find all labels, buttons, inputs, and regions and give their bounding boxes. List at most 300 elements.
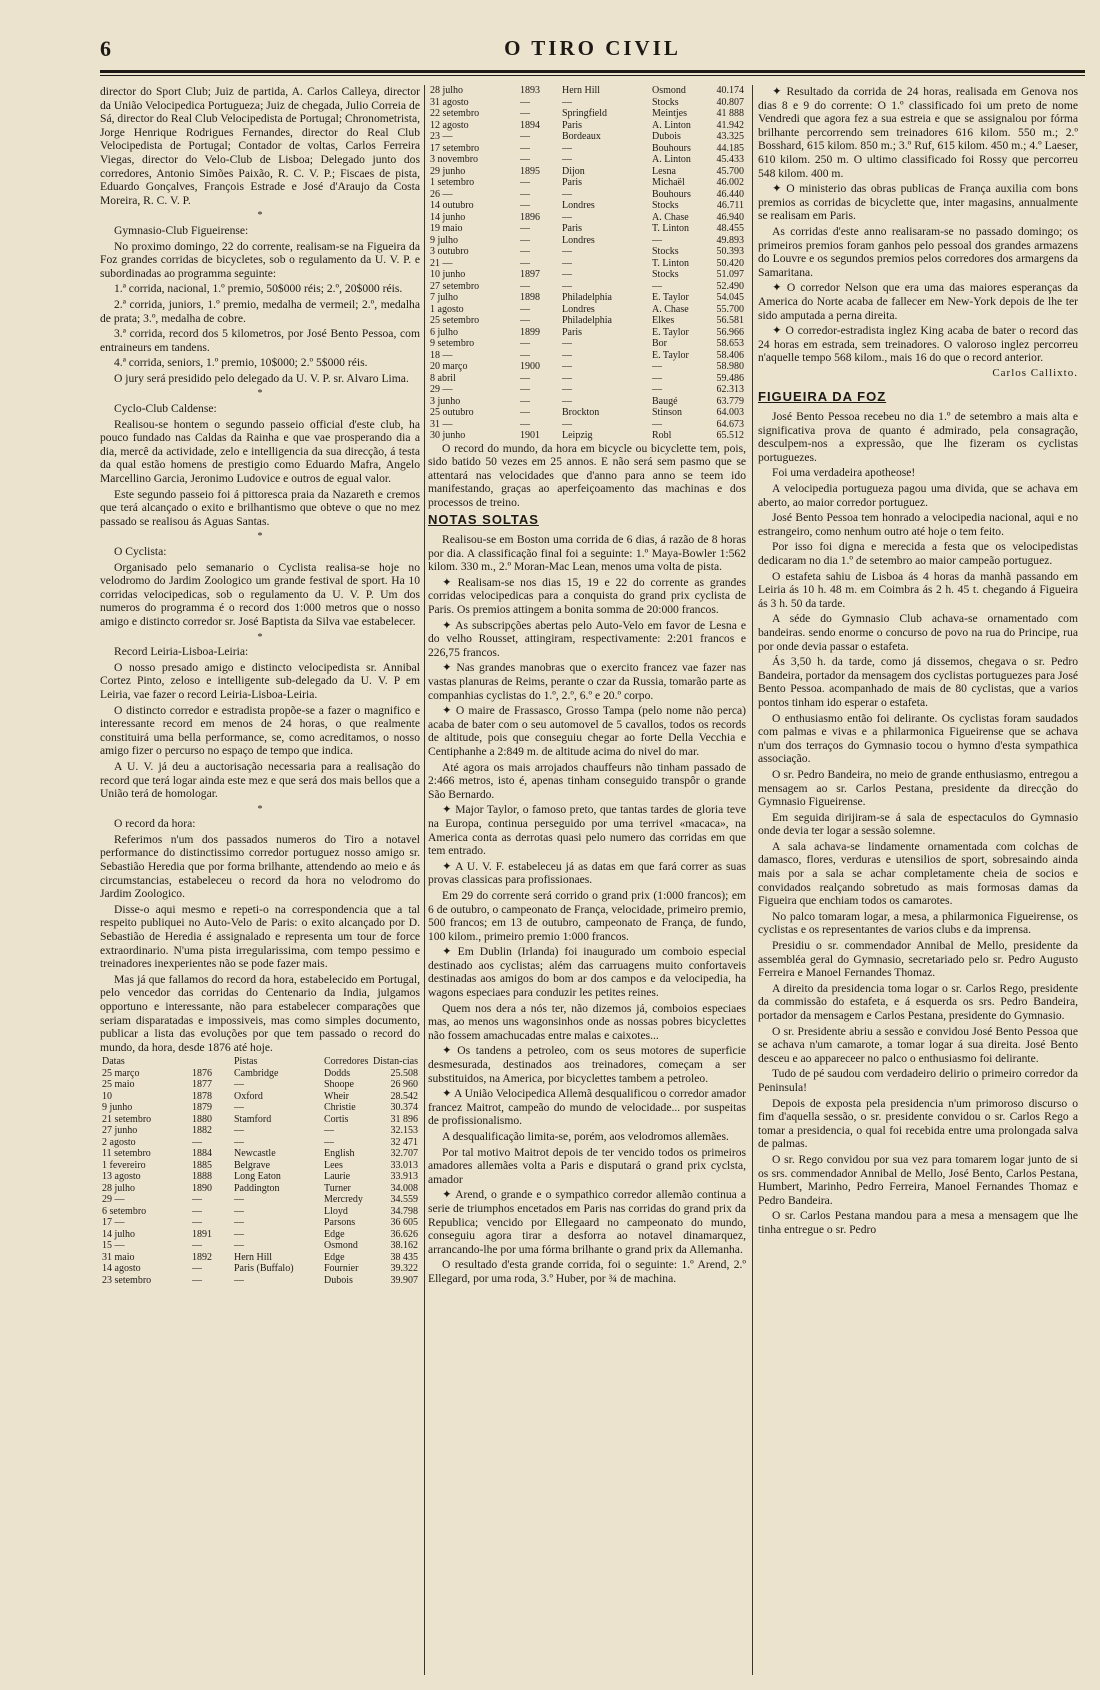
cell-date: 9 julho xyxy=(430,234,459,246)
paragraph: Referimos n'um dos passados numeros do Tiro a notavel performance do distinctissimo corredor portuguez nosso amigo sr. Sebastião Heredia que por forma brilhante, attendendo ao meio e ás circumstancias, estabeleceu o record da hora no velodromo do Jardim Zoologico. xyxy=(100,832,420,901)
cell-date: 14 julho xyxy=(102,1228,136,1240)
cell-track: — xyxy=(562,269,572,280)
cell-year: — xyxy=(192,1194,202,1206)
cell-date: 10 xyxy=(102,1090,112,1102)
table-row xyxy=(428,396,746,408)
cell-rider: Wheir xyxy=(324,1090,349,1102)
cell-rider: Lees xyxy=(324,1159,343,1171)
paragraph: Mas já que fallamos do record da hora, estabelecido em Portugal, pelo vencedor das corridas do Centenario da India, julgamos opportuno e interessante, não para estabelecer comparações que seriam disparatadas e impossiveis, mas como simples documento, publicar a lista das evoluções por que tem passado o record do mundo, da hora, desde 1876 até hoje. xyxy=(100,972,420,1054)
cell-rider: Edge xyxy=(324,1251,345,1263)
table-row xyxy=(428,327,746,339)
cell-distance: 46.711 xyxy=(716,200,744,211)
cell-distance: 50.393 xyxy=(716,246,744,257)
cell-year: — xyxy=(520,280,530,292)
cell-track: Paddington xyxy=(234,1182,280,1194)
cell-date: 14 junho xyxy=(430,211,466,223)
cell-year: — xyxy=(520,142,530,154)
cell-rider: Dubois xyxy=(324,1274,353,1286)
cell-date: 1 agosto xyxy=(430,303,464,315)
cell-rider: Elkes xyxy=(652,315,675,326)
cell-track: — xyxy=(234,1205,244,1217)
cell-date: 29 — xyxy=(430,384,453,395)
cell-track: — xyxy=(562,349,572,361)
cell-year: 1899 xyxy=(520,326,540,338)
cell-track: Leipzig xyxy=(562,430,593,441)
table-row xyxy=(100,1068,420,1080)
cell-distance: 33.913 xyxy=(390,1171,418,1183)
cell-year: 1898 xyxy=(520,292,540,303)
column-middle xyxy=(428,85,746,1670)
cell-rider: Parsons xyxy=(324,1217,356,1229)
cell-distance: 26 960 xyxy=(390,1079,418,1091)
paragraph: Disse-o aqui mesmo e repeti-o na correspondencia que a tal respeito publiquei no Auto-Velo de Paris: o exito alcançado por D. Sebastião de Heredia é assignalado e representa um tour de force extraordinario. N'uma pista irregularissima, com tempo pessimo e treinadores inexperientes não se pode fazer mais. xyxy=(100,902,420,971)
cell-year: 1882 xyxy=(192,1125,212,1137)
cell-year: — xyxy=(520,246,530,257)
cell-year: — xyxy=(520,234,530,246)
cell-date: 31 maio xyxy=(102,1251,135,1263)
paragraph: O nosso presado amigo e distincto velocipedista sr. Annibal Cortez Pinto, zeloso e intelligente sub-delegado da U. V. P em Leiria, vae fazer o record Leiria-Lisboa-Leiria. xyxy=(100,660,420,701)
table-body xyxy=(100,1068,420,1287)
cell-rider: English xyxy=(324,1148,355,1160)
cell-track: — xyxy=(562,246,572,257)
cell-track: Paris xyxy=(562,223,582,234)
paragraph: Organisado pelo semanario o Cyclista realisa-se hoje no velodromo do Jardim Zoologico um grande festival de sport. Ha 10 corridas velocipedicas, sob o regulamento da U. V. P. Um dos numeros do programma é o record dos 1:000 metros que o nosso amigo e distincto corredor sr. José Baptista da Silva vae estabelecer. xyxy=(100,560,420,628)
cell-track: Hern Hill xyxy=(234,1251,273,1263)
table-row xyxy=(100,1171,420,1183)
cell-year: 1894 xyxy=(520,119,540,131)
cell-year: — xyxy=(192,1240,202,1252)
cell-distance: 58.406 xyxy=(716,349,744,361)
paragraph: Realisou-se em Boston uma corrida de 6 dias, á razão de 8 horas por dia. A classificação final foi a seguinte: 1.º Maya-Bowler 1:562 kilom. 330 m., 2.º Moran-Mac Lean, menos uma volta de pista. xyxy=(428,533,746,574)
paragraph: José Bento Pessoa tem honrado a velocipedia nacional, aqui e no estrangeiro, como nenhum outro até hoje o tem feito. xyxy=(758,511,1078,538)
table-row xyxy=(100,1206,420,1218)
cell-track: — xyxy=(234,1217,244,1229)
cell-track: — xyxy=(562,418,572,430)
cell-rider: Shoope xyxy=(324,1079,354,1091)
cell-track: Paris (Buffalo) xyxy=(234,1263,294,1275)
table-row xyxy=(100,1114,420,1126)
cell-year: 1888 xyxy=(192,1171,212,1183)
cell-year: — xyxy=(520,418,530,430)
cell-track: — xyxy=(562,257,572,269)
cell-distance: 45.433 xyxy=(716,154,744,165)
cell-track: Paris xyxy=(562,177,582,188)
cell-date: 9 junho xyxy=(102,1102,133,1114)
table-row xyxy=(428,361,746,373)
cell-year: — xyxy=(520,315,530,326)
table-row xyxy=(428,281,746,293)
cell-rider: Lloyd xyxy=(324,1205,348,1217)
column-header: Datas xyxy=(102,1056,125,1068)
cell-distance: 56.966 xyxy=(716,326,744,338)
cell-date: 2 agosto xyxy=(102,1136,136,1148)
column-header: Corredores xyxy=(324,1056,369,1068)
paragraph: Este segundo passeio foi á pittoresca praia da Nazareth e cremos que terá alcançado o exito e brilhantismo que obteve o que no mez passado se realisou ás Aguas Santas. xyxy=(100,487,420,528)
section-heading: Gymnasio-Club Figueirense: xyxy=(114,223,249,237)
cell-rider: — xyxy=(652,234,662,246)
cell-rider: Meintjes xyxy=(652,108,687,119)
cell-rider: A. Linton xyxy=(652,154,691,165)
cell-rider: Stinson xyxy=(652,407,683,418)
table-row xyxy=(428,407,746,419)
cell-track: — xyxy=(234,1125,244,1137)
separator-star: * xyxy=(257,388,263,400)
paragraph: O sr. Pedro Bandeira, no meio de grande enthusiasmo, entregou a mensagem ao sr. Carlos Pestana, presidente da direcção do Gymnasio Figueirense. xyxy=(758,767,1078,809)
cell-track: Springfield xyxy=(562,108,607,119)
table-row xyxy=(428,131,746,143)
cell-date: 3 outubro xyxy=(430,246,469,257)
cell-date: 26 — xyxy=(430,188,453,200)
section-title: FIGUEIRA DA FOZ xyxy=(758,389,887,405)
cell-distance: 30.374 xyxy=(390,1102,418,1114)
cell-track: Dijon xyxy=(562,165,585,177)
cell-track: Belgrave xyxy=(234,1159,271,1171)
cell-track: — xyxy=(562,96,572,108)
cell-distance: 64.003 xyxy=(716,407,744,418)
cell-distance: 58.980 xyxy=(716,361,744,372)
cell-distance: 64.673 xyxy=(716,418,744,430)
separator-star: * xyxy=(257,531,263,543)
cell-track: Londres xyxy=(562,200,595,211)
paragraph: Em 29 do corrente será corrido o grand prix (1:000 francos); em 6 de outubro, o campeonato de França, velocidade, primeiro premio, 500 francos; em 13 de outubro, campeonato de França, de fundo, 100 kilom., primeiro premio 1:000 francos. xyxy=(428,888,746,943)
cell-year: 1885 xyxy=(192,1159,212,1171)
cell-track: — xyxy=(562,188,572,200)
paragraph: director do Sport Club; Juiz de partida, A. Carlos Calleya, director da União Velocipedica Portugueza; Juiz de chegada, Julio Correia de Sá, director do Real Club Velocipedista de Portugal; Chronometrista, Jorge Henrique Rodrigues Fernandes, director do Real Club Velocipedista de Portugal; Contador de voltas, Carlos Ferreira Viegas, director do Velo-Club de Lisboa; Delegado junto dos corredores, Antonio Simões Paixão, R. C. V. P.; Fiscaes de pista, Eduardo Gonçalves, François Estrade e José d'Araujo da Costa Moreira, R. C. V. P. xyxy=(100,85,420,207)
cell-year: — xyxy=(520,257,530,269)
table-row xyxy=(100,1217,420,1229)
paragraph: Realisou-se hontem o segundo passeio official d'este club, ha pouco fundado nas Caldas da Rainha e que vae prosperando dia a dia, mercê da actividade, zelo e intelligencia da sua direcção, á testa da qual estão homens de prestigio como Eduardo Mafra, Angelo Marcellino Garcia, Jeronimo Ludovice e outros de egual valor. xyxy=(100,417,420,486)
cell-rider: Edge xyxy=(324,1228,345,1240)
paragraph: ✦ Nas grandes manobras que o exercito francez vae fazer nas vastas planuras de Reims, perante o czar da Russia, tomarão parte as companhias cyclistas do 1.º, 2.º, 6.º e 20.º corpo. xyxy=(428,661,746,702)
cell-date: 12 agosto xyxy=(430,119,469,131)
paragraph: O resultado d'esta grande corrida, foi o seguinte: 1.º Arend, 2.º Ellegard, por uma roda, 3.º Huber, por ¾ de machina. xyxy=(428,1258,746,1285)
paragraph: ✦ Arend, o grande e o sympathico corredor allemão continua a serie de triumphos encetados em Paris nas corridas do grand prix da Republica; vencido por Ellegaard no campeonato do mundo, conseguiu agora tirar a desforra ao notavel dinamarquez, arrancando-lhe por uma fórma brilhante o grand prix da Allemanha. xyxy=(428,1188,746,1256)
cell-rider: Fournier xyxy=(324,1263,359,1275)
hour-record-table xyxy=(100,1056,420,1286)
cell-rider: Michaël xyxy=(652,177,685,188)
table-row xyxy=(100,1183,420,1195)
cell-rider: — xyxy=(652,361,662,372)
paragraph: ✦ O ministerio das obras publicas de França auxilia com bons premios as corridas de bicyclette que, inter magasins, annualmente se realisam em Paris. xyxy=(758,182,1078,223)
cell-distance: 39.322 xyxy=(390,1263,418,1275)
cell-track: Paris xyxy=(562,326,582,338)
cell-track: Cambridge xyxy=(234,1067,279,1079)
cell-year: 1891 xyxy=(192,1228,212,1240)
table-row xyxy=(100,1229,420,1241)
cell-date: 21 — xyxy=(430,257,453,269)
cell-rider: Stocks xyxy=(652,96,679,108)
cell-distance: 32.707 xyxy=(390,1148,418,1160)
cell-year: — xyxy=(520,372,530,384)
table-row xyxy=(100,1091,420,1103)
table-row xyxy=(428,200,746,212)
paragraph: A séde do Gymnasio Club achava-se ornamentado com bandeiras. sendo enorme o concurso de povo na rua do Principe, rua por onde devia passar o estafeta. xyxy=(758,612,1078,653)
cell-track: Londres xyxy=(562,234,595,246)
paragraph: O distincto corredor e estradista propõe-se a fazer o magnifico e interessante record em menos de 24 horas, o que realmente constituirá uma bella performance, se, como acreditamos, o nosso amigo fizer o percurso no espaço de tempo que indica. xyxy=(100,703,420,758)
cell-year: — xyxy=(520,177,530,188)
cell-rider: E. Taylor xyxy=(652,349,689,361)
cell-track: — xyxy=(234,1102,244,1114)
table-row xyxy=(100,1102,420,1114)
cell-date: 28 julho xyxy=(102,1182,136,1194)
table-row xyxy=(428,166,746,178)
cell-year: — xyxy=(520,188,530,200)
column-header: Pistas xyxy=(234,1056,258,1068)
cell-track: Paris xyxy=(562,119,582,131)
paragraph: ✦ Major Taylor, o famoso preto, que tantas tardes de gloria teve na Europa, continua perseguido por uma terrivel «macaca», na America conta as derrotas quasi pelo numero das corridas em que tem entrado. xyxy=(428,803,746,858)
cell-date: 6 setembro xyxy=(102,1205,147,1217)
paragraph: ✦ O corredor Nelson que era uma das maiores esperanças da America do Norte acaba de fallecer em New-York depois de lhe ter sido amputada a perna direita. xyxy=(758,281,1078,322)
cell-track: — xyxy=(234,1194,244,1206)
cell-distance: 31 896 xyxy=(390,1113,418,1125)
cell-rider: — xyxy=(652,372,662,384)
cell-track: Long Eaton xyxy=(234,1171,281,1183)
cell-date: 14 outubro xyxy=(430,200,474,211)
cell-rider: Christie xyxy=(324,1102,356,1114)
separator-star: * xyxy=(257,210,263,222)
cell-rider: Stocks xyxy=(652,246,679,257)
cell-date: 10 junho xyxy=(430,269,466,280)
cell-distance: 51.097 xyxy=(716,269,744,280)
column-divider xyxy=(752,85,753,1675)
paragraph: O enthusiasmo então foi delirante. Os cyclistas foram saudados com palmas e vivas e a philarmonica Figueirense que se achava n'um dos terraços do Gymnasio tocou o hymno d'esta sympathica associação. xyxy=(758,711,1078,766)
cell-track: — xyxy=(234,1136,244,1148)
cell-distance: 44.185 xyxy=(716,142,744,154)
column-right xyxy=(758,85,1078,1670)
cell-rider: A. Linton xyxy=(652,119,691,131)
cell-rider: Bouhours xyxy=(652,188,691,200)
cell-distance: 25.508 xyxy=(390,1067,418,1079)
paragraph: 3.ª corrida, record dos 5 kilometros, por José Bento Pessoa, com entraineurs em tandens. xyxy=(100,327,420,354)
cell-year: — xyxy=(192,1274,202,1286)
cell-distance: 65.512 xyxy=(716,430,744,441)
cell-track: — xyxy=(562,372,572,384)
column-divider xyxy=(424,85,425,1675)
table-row xyxy=(428,97,746,109)
paragraph: O sr. Carlos Pestana mandou para a mesa a mensagem que lhe tinha entregue o sr. Pedro xyxy=(758,1209,1078,1236)
cell-distance: 33.013 xyxy=(390,1159,418,1171)
cell-year: 1876 xyxy=(192,1067,212,1079)
cell-date: 29 — xyxy=(102,1194,125,1206)
table-row xyxy=(428,430,746,442)
cell-distance: 46.440 xyxy=(716,188,744,200)
cell-distance: 32.153 xyxy=(390,1125,418,1137)
cell-year: — xyxy=(192,1205,202,1217)
cell-track: Stamford xyxy=(234,1113,272,1125)
table-row xyxy=(428,384,746,396)
cell-track: Newcastle xyxy=(234,1148,276,1160)
cell-date: 25 setembro xyxy=(430,315,480,326)
cell-rider: T. Linton xyxy=(652,223,690,234)
paragraph: Quem nos dera a nós ter, não dizemos já, comboios especiaes mas, ao menos uns wagonsinhos onde as nossas pobres bicyclettes não fossem amachucadas entre malas e caixotes... xyxy=(428,1001,746,1042)
paragraph: José Bento Pessoa recebeu no dia 1.º de setembro a mais alta e significativa prova de quanto é admirado, pela consagração, desculpem-nos a expressão, que lhe fizeram os cyclistas portuguezes. xyxy=(758,410,1078,464)
cell-year: — xyxy=(520,395,530,407)
cell-track: Hern Hill xyxy=(562,85,601,96)
table-row xyxy=(428,177,746,189)
paragraph: Depois de exposta pela presidencia n'um primoroso discurso o fim d'aquella sessão, o sr. presidente convidou o sr. Carlos Rego a tomar a presidencia, o qual foi recebida entre uma prolongada salva de palmas. xyxy=(758,1096,1078,1151)
cell-track: — xyxy=(562,361,572,372)
table-row xyxy=(100,1194,420,1206)
table-row xyxy=(428,85,746,97)
cell-rider: — xyxy=(652,384,662,395)
cell-track: Londres xyxy=(562,303,595,315)
paragraph: A direito da presidencia toma logar o sr. Carlos Rego, presidente da commissão do estafeta, e á esquerda os srs. Pedro Bandeira, portador da mensagem e Carlos Pestana, presidente do Gymnasio. xyxy=(758,981,1078,1022)
cell-rider: Osmond xyxy=(652,85,686,96)
cell-date: 8 abril xyxy=(430,372,456,384)
cell-rider: E. Taylor xyxy=(652,292,689,303)
section-title: NOTAS SOLTAS xyxy=(428,512,539,528)
separator-star: * xyxy=(257,803,263,815)
table-row xyxy=(428,246,746,258)
paragraph: Por isso foi digna e merecida a festa que os velocipedistas dedicaram no dia 1.º de setembro ao maior campeão portuguez. xyxy=(758,540,1078,567)
table-row xyxy=(100,1125,420,1137)
cell-date: 6 julho xyxy=(430,326,459,338)
cell-year: — xyxy=(520,154,530,165)
paragraph: ✦ Resultado da corrida de 24 horas, realisada em Genova nos dias 8 e 9 do corrente: O 1.º classificado foi um preto de nome Vendredi que agora fez a sua estreia e que se assignalou por fórma brilhante percorrendo sem treinadores 616 kilom. 550 m.; 2.º Bosshard, 615 kilom. 850 m.; 3.º Ruf, 615 kilom. 450 m.; 4.º Laeser, 610 kilom. 250 m. O ultimo classificado foi Rossy que percorreu 548 kilom. 400 m. xyxy=(758,85,1078,180)
table-row xyxy=(100,1240,420,1252)
table-row xyxy=(428,235,746,247)
cell-track: Oxford xyxy=(234,1090,263,1102)
cell-distance: 55.700 xyxy=(716,303,744,315)
cell-rider: E. Taylor xyxy=(652,326,689,338)
cell-year: 1878 xyxy=(192,1090,212,1102)
cell-year: 1877 xyxy=(192,1079,212,1091)
cell-track: — xyxy=(562,384,572,395)
cell-rider: Dodds xyxy=(324,1067,351,1079)
section-heading: O Cyclista: xyxy=(114,545,167,558)
cell-rider: — xyxy=(652,418,662,430)
cell-distance: 49.893 xyxy=(716,234,744,246)
table-row xyxy=(428,143,746,155)
column-header-blank xyxy=(190,1056,232,1068)
cell-track: — xyxy=(234,1228,244,1240)
cell-date: 29 junho xyxy=(430,165,466,177)
cell-track: — xyxy=(234,1240,244,1252)
cell-rider: Stocks xyxy=(652,269,679,280)
cell-distance: 43.325 xyxy=(716,131,744,142)
cell-date: 17 setembro xyxy=(430,142,480,154)
cell-year: 1884 xyxy=(192,1148,212,1160)
column-left xyxy=(100,85,420,1670)
paragraph: Tudo de pé saudou com verdadeiro delirio o primeiro corredor da Peninsula! xyxy=(758,1067,1078,1094)
paragraph: 1.ª corrida, nacional, 1.º premio, 50$000 réis; 2.º, 20$000 réis. xyxy=(114,282,403,296)
cell-track: — xyxy=(562,154,572,165)
cell-year: 1897 xyxy=(520,269,540,280)
paragraph: A velocipedia portugueza pagou uma divida, que se achava em aberto, ao maior corredor portuguez. xyxy=(758,482,1078,509)
cell-year: — xyxy=(520,407,530,418)
cell-distance: 40.174 xyxy=(716,85,744,96)
cell-distance: 46.002 xyxy=(716,177,744,188)
cell-rider: Lesna xyxy=(652,165,676,177)
paragraph: ✦ O maire de Frassasco, Grosso Tampa (pelo nome não perca) acaba de bater com o seu automovel de 5 cavallos, todos os records de altitude, pois que conseguiu chegar ao forte Della Vecchia e Centiphanhe a 2:849 m. de altitude acima do nivel do mar. xyxy=(428,704,746,758)
table-row xyxy=(428,315,746,327)
table-row xyxy=(428,223,746,235)
cell-rider: — xyxy=(324,1125,334,1137)
cell-rider: Mercredy xyxy=(324,1194,363,1206)
paragraph: 2.ª corrida, juniors, 1.º premio, medalha de vermeil; 2.º, medalha de prata; 3.º, medalha de cobre. xyxy=(100,297,420,325)
paragraph: ✦ A U. V. F. estabeleceu já as datas em que fará correr as suas provas classicas para profissionaes. xyxy=(428,859,746,887)
cell-distance: 38.162 xyxy=(390,1240,418,1252)
cell-year: — xyxy=(520,349,530,361)
table-row xyxy=(428,304,746,316)
cell-date: 13 agosto xyxy=(102,1171,141,1183)
table-row xyxy=(428,338,746,350)
table-row xyxy=(428,258,746,270)
cell-year: 1901 xyxy=(520,430,540,441)
cell-distance: 28.542 xyxy=(390,1090,418,1102)
cell-rider: Robl xyxy=(652,430,672,441)
cell-distance: 58.653 xyxy=(716,338,744,349)
cell-track: — xyxy=(562,280,572,292)
cell-date: 28 julho xyxy=(430,85,464,96)
page-number: 6 xyxy=(100,36,111,61)
section-heading: Record Leiria-Lisboa-Leiria: xyxy=(114,645,249,659)
cell-distance: 59.486 xyxy=(716,372,744,384)
cell-year: — xyxy=(520,200,530,211)
cell-year: — xyxy=(192,1217,202,1229)
cell-year: — xyxy=(520,303,530,315)
cell-rider: A. Chase xyxy=(652,211,689,223)
cell-distance: 36 605 xyxy=(390,1217,418,1229)
cell-distance: 63.779 xyxy=(716,395,744,407)
paragraph: No palco tomaram logar, a mesa, a philarmonica Figueirense, os cyclistas e os representantes de varios clubs e da imprensa. xyxy=(758,909,1078,937)
paragraph: ✦ Em Dublin (Irlanda) foi inaugurado um comboio especial destinado aos cyclistas; além das carruagens muito confortaveis destinadas aos amigos do bom ar dos campos e da velocipedia, ha wagons especiaes para conduzir les petites reines. xyxy=(428,945,746,1000)
cell-date: 9 setembro xyxy=(430,338,475,349)
cell-track: — xyxy=(562,338,572,349)
paragraph: ✦ As subscripções abertas pelo Auto-Velo em favor de Lesna e do velho Rousset, attingiram, respectivamente: 2:201 francos e 226,75 francos. xyxy=(428,618,746,659)
paragraph: O estafeta sahiu de Lisboa ás 4 horas da manhã passando em Leiria ás 10 h. 48 m. em Coimbra ás 2 h. 45 t. chegando á Figueira ás 3 h. 50 da tarde. xyxy=(758,569,1078,610)
cell-distance: 48.455 xyxy=(716,223,744,234)
cell-rider: — xyxy=(324,1136,334,1148)
cell-date: 31 — xyxy=(430,418,453,430)
cell-track: Brockton xyxy=(562,407,600,418)
cell-year: — xyxy=(520,338,530,349)
cell-distance: 40.807 xyxy=(716,96,744,108)
cell-year: — xyxy=(520,131,530,142)
paragraph: No proximo domingo, 22 do corrente, realisam-se na Figueira da Foz grandes corridas de bicycletes, sob o regulamento da U. V. P. e subordinadas ao programma seguinte: xyxy=(100,239,420,280)
cell-date: 25 maio xyxy=(102,1079,135,1091)
cell-date: 25 março xyxy=(102,1067,140,1079)
cell-year: — xyxy=(520,108,530,119)
cell-year: 1895 xyxy=(520,165,540,177)
paragraph: A sala achava-se lindamente ornamentada com colchas de damasco, flores, verduras e utensilios de sport, sobresaindo ainda mais por a sala se achar completamente cheia de socios e convidados realçando sobretudo as mais formosas damas da Figueira que enchiam todos os camarotes. xyxy=(758,839,1078,908)
paragraph: 4.ª corrida, seniors, 1.º premio, 10$000; 2.º 5$000 réis. xyxy=(114,356,368,370)
cell-year: — xyxy=(192,1263,202,1275)
paragraph: ✦ Realisam-se nos dias 15, 19 e 22 do corrente as grandes corridas velocipedicas para a conquista do grand prix cyclista de Paris. Os premios attingem a bonita somma de 20:000 francos. xyxy=(428,575,746,617)
cell-rider: Cortis xyxy=(324,1113,349,1125)
paragraph: Por tal motivo Maitrot depois de ter vencido todos os primeiros amadores allemães volta a Paris e disputará o grand prix cyclsta, amador xyxy=(428,1145,746,1186)
paragraph: ✦ A União Velocipedica Allemã desqualificou o corredor amador francez Maitrot, campeão do mundo de velocidade... por suspeitas de profissionalismo. xyxy=(428,1087,746,1128)
cell-date: 1 fevereiro xyxy=(102,1159,146,1171)
cell-date: 25 outubro xyxy=(430,407,474,418)
table-row xyxy=(428,154,746,166)
cell-distance: 41.942 xyxy=(716,119,744,131)
cell-rider: Stocks xyxy=(652,200,679,211)
table-row xyxy=(100,1137,420,1149)
cell-track: Philadelphia xyxy=(562,315,612,326)
cell-year: — xyxy=(520,223,530,234)
cell-distance: 62.313 xyxy=(716,384,744,395)
cell-date: 1 setembro xyxy=(430,177,475,188)
page-header xyxy=(100,36,1085,70)
cell-track: — xyxy=(234,1079,244,1091)
cell-date: 27 setembro xyxy=(430,280,480,292)
paragraph: O jury será presidido pelo delegado da U. V. P. sr. Alvaro Lima. xyxy=(114,371,409,385)
cell-date: 27 junho xyxy=(102,1125,138,1137)
table-row xyxy=(100,1160,420,1172)
cell-date: 18 — xyxy=(430,349,453,361)
cell-distance: 38 435 xyxy=(390,1251,418,1263)
